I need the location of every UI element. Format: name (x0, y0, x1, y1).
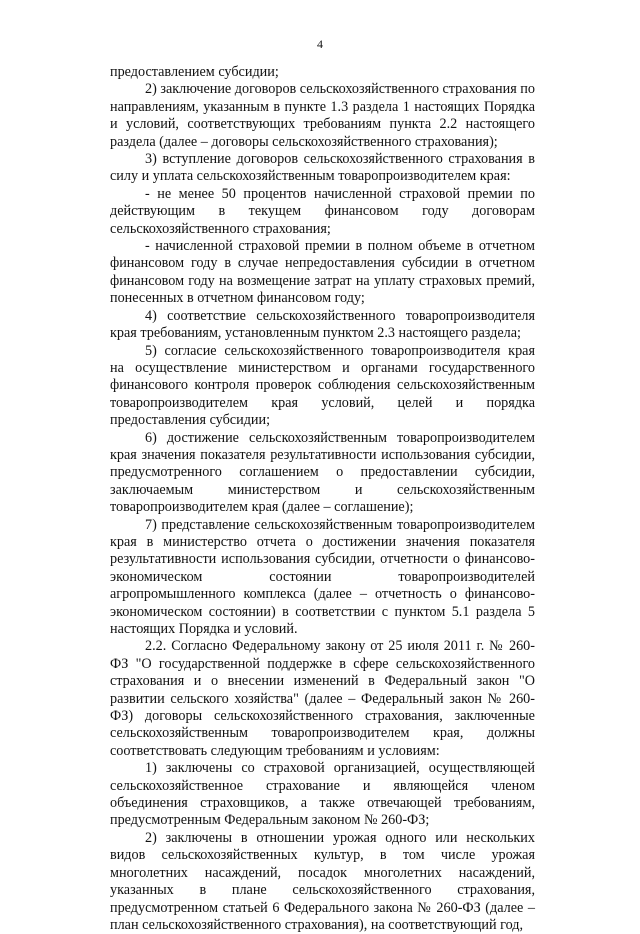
paragraph-item-5: 5) согласие сельскохозяйственного товаропроизводителя края на осуществление министерством и органами государственного финансового контроля проверок соблюдения сельскохозяйственным товаропроизводителем края условий, целей и порядка предоставления субсидии; (110, 342, 535, 429)
paragraph-subitem-1: - не менее 50 процентов начисленной страховой премии по действующим в текущем финансовом году договорам сельскохозяйственного страхования; (110, 185, 535, 237)
paragraph-item-7: 7) представление сельскохозяйственным товаропроизводителем края в министерство отчета о достижении значения показателя результативности использования субсидии, отчетности о финансово-экономическом состоянии товаропроизводителей агропромышленного комплекса (далее – отчетность о финансово-экономическом состоянии) в соответствии с пунктом 5.1 раздела 5 настоящих Порядка и условий. (110, 516, 535, 637)
paragraph-item-6: 6) достижение сельскохозяйственным товаропроизводителем края значения показателя результативности использования субсидии, предусмотренного соглашением о предоставлении субсидии, заключаемым министерством и сельскохозяйственным товаропроизводителем края (далее – соглашение); (110, 429, 535, 516)
document-body (110, 64, 535, 934)
paragraph-requirement-2: 2) заключены в отношении урожая одного или нескольких видов сельскохозяйственных культур, в том числе урожая многолетних насаждений, посадок многолетних насаждений, указанных в плане сельскохозяйственного страхования, предусмотренном статьей 6 Федерального закона № 260-ФЗ (далее – план сельскохозяйственного страхования), на соответствующий год, (110, 829, 535, 933)
paragraph-continuation: предоставлением субсидии; (110, 64, 279, 80)
paragraph-item-2: 2) заключение договоров сельскохозяйственного страхования по направлениям, указанным в пункте 1.3 раздела 1 настоящих Порядка и условий, соответствующих требованиям пункта 2.2 настоящего раздела (далее – договоры сельскохозяйственного страхования); (110, 81, 535, 150)
paragraph-section-2-2: 2.2. Согласно Федеральному закону от 25 июля 2011 г. № 260-ФЗ "О государственной поддержке в сфере сельскохозяйственного страхования и о внесении изменений в Федеральный закон "О развитии сельского хозяйства" (далее – Федеральный закон № 260-ФЗ) договоры сельскохозяйственного страхования, заключенные сельскохозяйственным товаропроизводителем края, должны соответствовать следующим требованиям и условиям: (110, 638, 535, 759)
page-number: 4 (317, 37, 323, 51)
paragraph-item-3: 3) вступление договоров сельскохозяйственного страхования в силу и уплата сельскохозяйственным товаропроизводителем края: (110, 151, 535, 185)
paragraph-requirement-1: 1) заключены со страховой организацией, осуществляющей сельскохозяйственное страхование и являющейся членом объединения страховщиков, а также отвечающей требованиям, предусмотренным Федеральным законом № 260-ФЗ; (110, 760, 535, 829)
paragraph-item-4: 4) соответствие сельскохозяйственного товаропроизводителя края требованиям, установленным пунктом 2.3 настоящего раздела; (110, 307, 535, 342)
paragraph-subitem-2: - начисленной страховой премии в полном объеме в отчетном финансовом году в случае непредоставления субсидии в отчетном финансовом году на возмещение затрат на уплату страховых премий, понесенных в отчетном финансовом году; (110, 238, 535, 307)
